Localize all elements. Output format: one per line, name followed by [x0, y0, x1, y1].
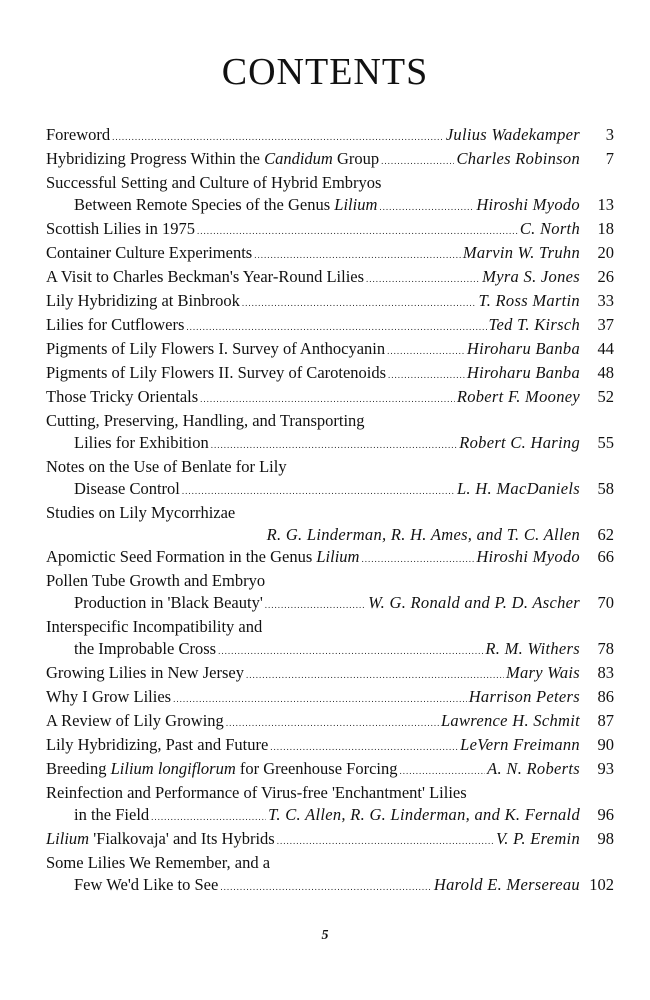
entry-author: W. G. Ronald and P. D. Ascher — [368, 593, 580, 612]
toc-entry — [46, 734, 614, 758]
entry-title: Growing Lilies in New Jersey — [46, 663, 244, 682]
toc-entry — [46, 546, 614, 570]
dot-leader — [186, 316, 486, 338]
entry-page: 93 — [597, 759, 614, 778]
entry-author: T. C. Allen, R. G. Linderman, and K. Fernald — [268, 805, 580, 824]
dot-leader — [388, 364, 465, 386]
entry-title: Foreword — [46, 125, 111, 144]
dot-leader — [400, 760, 486, 782]
entry-page: 48 — [597, 363, 614, 382]
entry-page: 86 — [597, 687, 614, 706]
dot-leader — [242, 292, 477, 314]
entry-author: Harold E. Mersereau — [433, 875, 580, 894]
entry-page: 87 — [597, 711, 614, 730]
entry-author: A. N. Roberts — [487, 759, 580, 778]
toc-entry — [46, 782, 614, 828]
dot-leader — [218, 640, 483, 662]
toc-entry — [46, 662, 614, 686]
entry-author: Robert F. Mooney — [456, 387, 580, 406]
entry-title: Lilium 'Fialkovaja' and Its Hybrids — [46, 829, 275, 848]
entry-page: 96 — [597, 805, 614, 824]
toc-entry — [46, 710, 614, 734]
entry-title: Those Tricky Orientals — [46, 387, 199, 406]
entry-page: 62 — [597, 525, 614, 544]
toc-entry — [46, 828, 614, 852]
entry-page: 66 — [597, 547, 614, 566]
entry-author: Lawrence H. Schmit — [440, 711, 580, 730]
entry-title-line: Interspecific Incompatibility and — [46, 617, 263, 636]
entry-page: 52 — [597, 387, 614, 406]
toc-entry — [46, 148, 614, 172]
entry-title: Lilies for Cutflowers — [46, 315, 185, 334]
entry-page: 44 — [597, 339, 614, 358]
entry-page: 33 — [597, 291, 614, 310]
entry-author: Hiroshi Myodo — [476, 547, 580, 566]
entry-author: Harrison Peters — [468, 687, 580, 706]
dot-leader — [173, 688, 467, 710]
dot-leader — [220, 876, 432, 898]
entry-title-line: Pollen Tube Growth and Embryo — [46, 571, 266, 590]
entry-title-line: Notes on the Use of Benlate for Lily — [46, 457, 287, 476]
entry-author: V. P. Eremin — [496, 829, 580, 848]
toc-entry — [46, 338, 614, 362]
entry-title: Few We'd Like to See — [74, 875, 219, 894]
entry-page: 18 — [597, 219, 614, 238]
entry-page: 102 — [589, 875, 614, 894]
dot-leader — [182, 480, 455, 502]
entry-title-line: Successful Setting and Culture of Hybrid Embryos — [46, 173, 382, 192]
page-number: 5 — [321, 928, 329, 943]
toc-entry — [46, 758, 614, 782]
toc-entry — [46, 124, 614, 148]
entry-author: Hiroshi Myodo — [476, 195, 580, 214]
toc-entry — [46, 852, 614, 898]
toc-entry — [46, 172, 614, 218]
dot-leader — [197, 220, 518, 242]
entry-page: 20 — [597, 243, 614, 262]
entry-title: Why I Grow Lilies — [46, 687, 172, 706]
dot-leader — [366, 268, 480, 290]
entry-page: 58 — [597, 479, 614, 498]
entry-author: Charles Robinson — [456, 149, 580, 168]
entry-page: 83 — [597, 663, 614, 682]
entry-author: R. G. Linderman, R. H. Ames, and T. C. Allen — [266, 525, 580, 544]
entry-title: A Review of Lily Growing — [46, 711, 224, 730]
toc-entry — [46, 242, 614, 266]
dot-leader — [361, 548, 474, 570]
entry-author: Hiroharu Banba — [466, 363, 580, 382]
toc-entry — [46, 686, 614, 710]
entry-title: Hybridizing Progress Within the Candidum Group — [46, 149, 380, 168]
toc-entry — [46, 266, 614, 290]
dot-leader — [151, 806, 266, 828]
dot-leader — [112, 126, 444, 148]
entry-page: 98 — [597, 829, 614, 848]
dot-leader — [379, 196, 474, 218]
entry-title: in the Field — [74, 805, 150, 824]
entry-title: Container Culture Experiments — [46, 243, 253, 262]
entry-title: Studies on Lily Mycorrhizae — [46, 503, 236, 522]
entry-page: 70 — [597, 593, 614, 612]
entry-title: Lily Hybridizing at Binbrook — [46, 291, 240, 310]
entry-title: Production in 'Black Beauty' — [74, 593, 263, 612]
entry-title: Breeding Lilium longiflorum for Greenhouse Forcing — [46, 759, 398, 778]
toc-entry — [46, 456, 614, 502]
entry-author: T. Ross Martin — [478, 291, 580, 310]
entry-page: 78 — [597, 639, 614, 658]
dot-leader — [270, 736, 458, 758]
entry-author: LeVern Freimann — [460, 735, 580, 754]
entry-author: Robert C. Haring — [459, 433, 580, 452]
toc-entry — [46, 362, 614, 386]
entry-title: Apomictic Seed Formation in the Genus Lilium — [46, 547, 360, 566]
dot-leader — [387, 340, 465, 362]
entry-title: Lily Hybridizing, Past and Future — [46, 735, 269, 754]
toc-entry — [46, 386, 614, 410]
entry-page: 3 — [605, 125, 614, 144]
entry-title: Pigments of Lily Flowers I. Survey of Anthocyanin — [46, 339, 386, 358]
entry-author: Myra S. Jones — [482, 267, 580, 286]
toc-entry — [46, 290, 614, 314]
entry-author: C. North — [519, 219, 580, 238]
entry-author: Mary Wais — [505, 663, 580, 682]
entry-title: Pigments of Lily Flowers II. Survey of Carotenoids — [46, 363, 387, 382]
entry-author: Ted T. Kirsch — [488, 315, 580, 334]
entry-page: 26 — [597, 267, 614, 286]
dot-leader — [381, 150, 454, 172]
toc-entry — [46, 218, 614, 242]
entry-title: A Visit to Charles Beckman's Year-Round Lilies — [46, 267, 365, 286]
entry-author: Hiroharu Banba — [466, 339, 580, 358]
entry-title: Lilies for Exhibition — [74, 433, 209, 452]
dot-leader — [200, 388, 455, 410]
entry-title-line: Cutting, Preserving, Handling, and Transporting — [46, 411, 365, 430]
entry-page: 13 — [597, 195, 614, 214]
entry-title-line: Reinfection and Performance of Virus-free 'Enchantment' Lilies — [46, 783, 467, 802]
toc-entry — [46, 410, 614, 456]
dot-leader — [226, 712, 439, 734]
entry-title: Between Remote Species of the Genus Lilium — [74, 195, 378, 214]
dot-leader — [211, 434, 458, 456]
dot-leader — [246, 664, 504, 686]
entry-title: Scottish Lilies in 1975 — [46, 219, 195, 238]
dot-leader — [254, 244, 461, 266]
page-title: CONTENTS — [221, 51, 429, 93]
entry-title: the Improbable Cross — [74, 639, 217, 658]
entry-author: Marvin W. Truhn — [462, 243, 580, 262]
entry-title-line: Some Lilies We Remember, and a — [46, 853, 271, 872]
toc-entry — [46, 502, 614, 546]
toc-entry — [46, 570, 614, 616]
dot-leader — [277, 830, 494, 852]
entry-title: Disease Control — [74, 479, 180, 498]
entry-page: 7 — [605, 149, 614, 168]
entry-author: L. H. MacDaniels — [456, 479, 580, 498]
entry-page: 90 — [597, 735, 614, 754]
toc-entry — [46, 616, 614, 662]
entry-author: Julius Wadekamper — [445, 125, 580, 144]
entry-page: 37 — [597, 315, 614, 334]
dot-leader — [265, 594, 366, 616]
entry-page: 55 — [597, 433, 614, 452]
toc-entry — [46, 314, 614, 338]
entry-author: R. M. Withers — [485, 639, 580, 658]
table-of-contents — [46, 124, 614, 898]
